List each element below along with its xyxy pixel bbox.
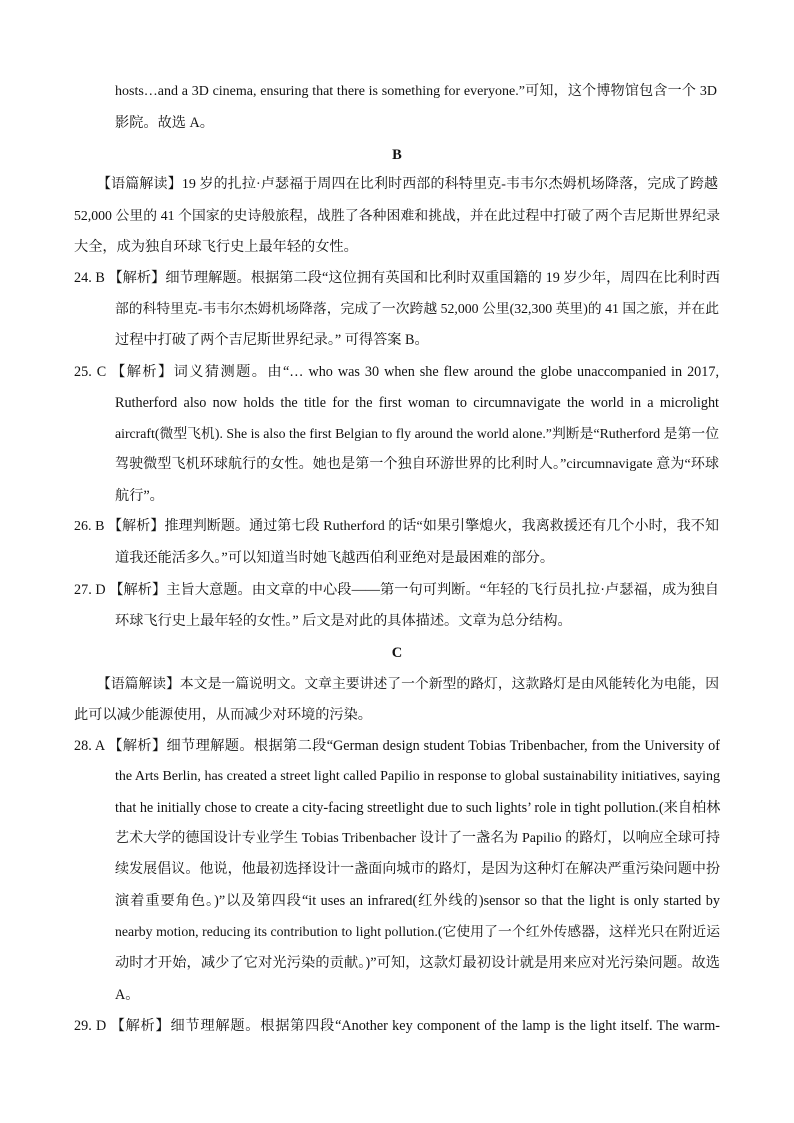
- text-line: 大全，成为独自环球飞行史上最年轻的女性。: [74, 239, 358, 255]
- text-line: A。: [115, 987, 140, 1003]
- text-line: 【语篇解读】本文是一篇说明文。文章主要讲述了一个新型的路灯，这款路灯是由风能转化为电能，因: [97, 676, 719, 691]
- text-line: 此可以减少能源使用，从而减少对环境的污染。: [74, 707, 372, 723]
- text-line: 【语篇解读】19 岁的扎拉·卢瑟福于周四在比利时西部的科特里克-韦韦尔杰姆机场降落，完成了跨越: [97, 177, 718, 192]
- text-line: that he initially chose to create a city-facing streetlight due to such lights’ role in tight pollution.(来自柏林: [115, 800, 721, 816]
- text-line: 驾驶微型飞机环球航行的女性。她也是第一个独自环游世界的比利时人。”circumnavigate 意为“环球: [115, 457, 719, 472]
- text-line: 艺术大学的德国设计专业学生 Tobias Tribenbacher 设计了一盏名为 Papilio 的路灯，以响应全球可持: [115, 831, 720, 846]
- text-line: 24. B 【解析】细节理解题。根据第二段“这位拥有英国和比利时双重国籍的 19 岁少年，周四在比利时西: [74, 270, 720, 286]
- text-line: 环球飞行史上最年轻的女性。” 后文是对此的具体描述。文章为总分结构。: [115, 613, 572, 629]
- text-line: 25. C 【解析】词义猜测题。由“… who was 30 when she flew around the globe unaccompanied in 2017,: [74, 364, 719, 380]
- text-line: aircraft(微型飞机). She is also the first Belgian to fly around the world alone.”判断是“Rutherford 是第一位: [115, 426, 719, 441]
- text-line: 续发展倡议。他说，他最初选择设计一盏面向城市的路灯，是因为这种灯在解决严重污染问题中扮: [115, 862, 720, 877]
- text-line: 28. A 【解析】细节理解题。根据第二段“German design student Tobias Tribenbacher, from the University of: [74, 738, 720, 754]
- text-line: 部的科特里克-韦韦尔杰姆机场降落，完成了一次跨越 52,000 公里(32,300 英里)的 41 国之旅，并在此: [115, 301, 719, 316]
- text-line: 演着重要角色。)”以及第四段“it uses an infrared(红外线的)sensor so that the light is only started by: [115, 893, 720, 909]
- text-line: 过程中打破了两个吉尼斯世界纪录。” 可得答案 B。: [115, 332, 429, 348]
- text-line: nearby motion, reducing its contribution to light pollution.(它使用了一个红外传感器，这样光只在附近运: [115, 924, 720, 939]
- section-heading-c: C: [391, 645, 403, 661]
- text-line: 52,000 公里的 41 个国家的史诗般旅程，战胜了各种困难和挑战，并在此过程中打破了两个吉尼斯世界纪录: [74, 208, 720, 223]
- text-line: 27. D 【解析】主旨大意题。由文章的中心段——第一句可判断。“年轻的飞行员扎拉·卢瑟福，成为独自: [74, 582, 719, 598]
- text-line: 动时才开始，减少了它对光污染的贡献。)”可知，这款灯最初设计就是用来应对光污染问题。故选: [115, 955, 720, 971]
- section-heading-b: B: [392, 147, 402, 163]
- text-line: 影院。故选 A。: [115, 115, 214, 131]
- text-line: 29. D 【解析】细节理解题。根据第四段“Another key component of the lamp is the light itself. The warm-: [74, 1018, 720, 1034]
- text-line: 26. B 【解析】推理判断题。通过第七段 Rutherford 的话“如果引擎熄火，我离救援还有几个小时，我不知: [74, 519, 719, 534]
- text-line: the Arts Berlin, has created a street light called Papilio in response to global sustainability initiatives, saying: [115, 769, 720, 784]
- text-line: hosts…and a 3D cinema, ensuring that there is something for everyone.”可知，这个博物馆包含一个 3D: [115, 84, 717, 99]
- text-line: 航行”。: [115, 488, 164, 504]
- text-line: 道我还能活多久。”可以知道当时她飞越西伯利亚绝对是最困难的部分。: [115, 550, 555, 566]
- text-line: Rutherford also now holds the title for the first woman to circumnavigate the world in a microlight: [115, 395, 719, 411]
